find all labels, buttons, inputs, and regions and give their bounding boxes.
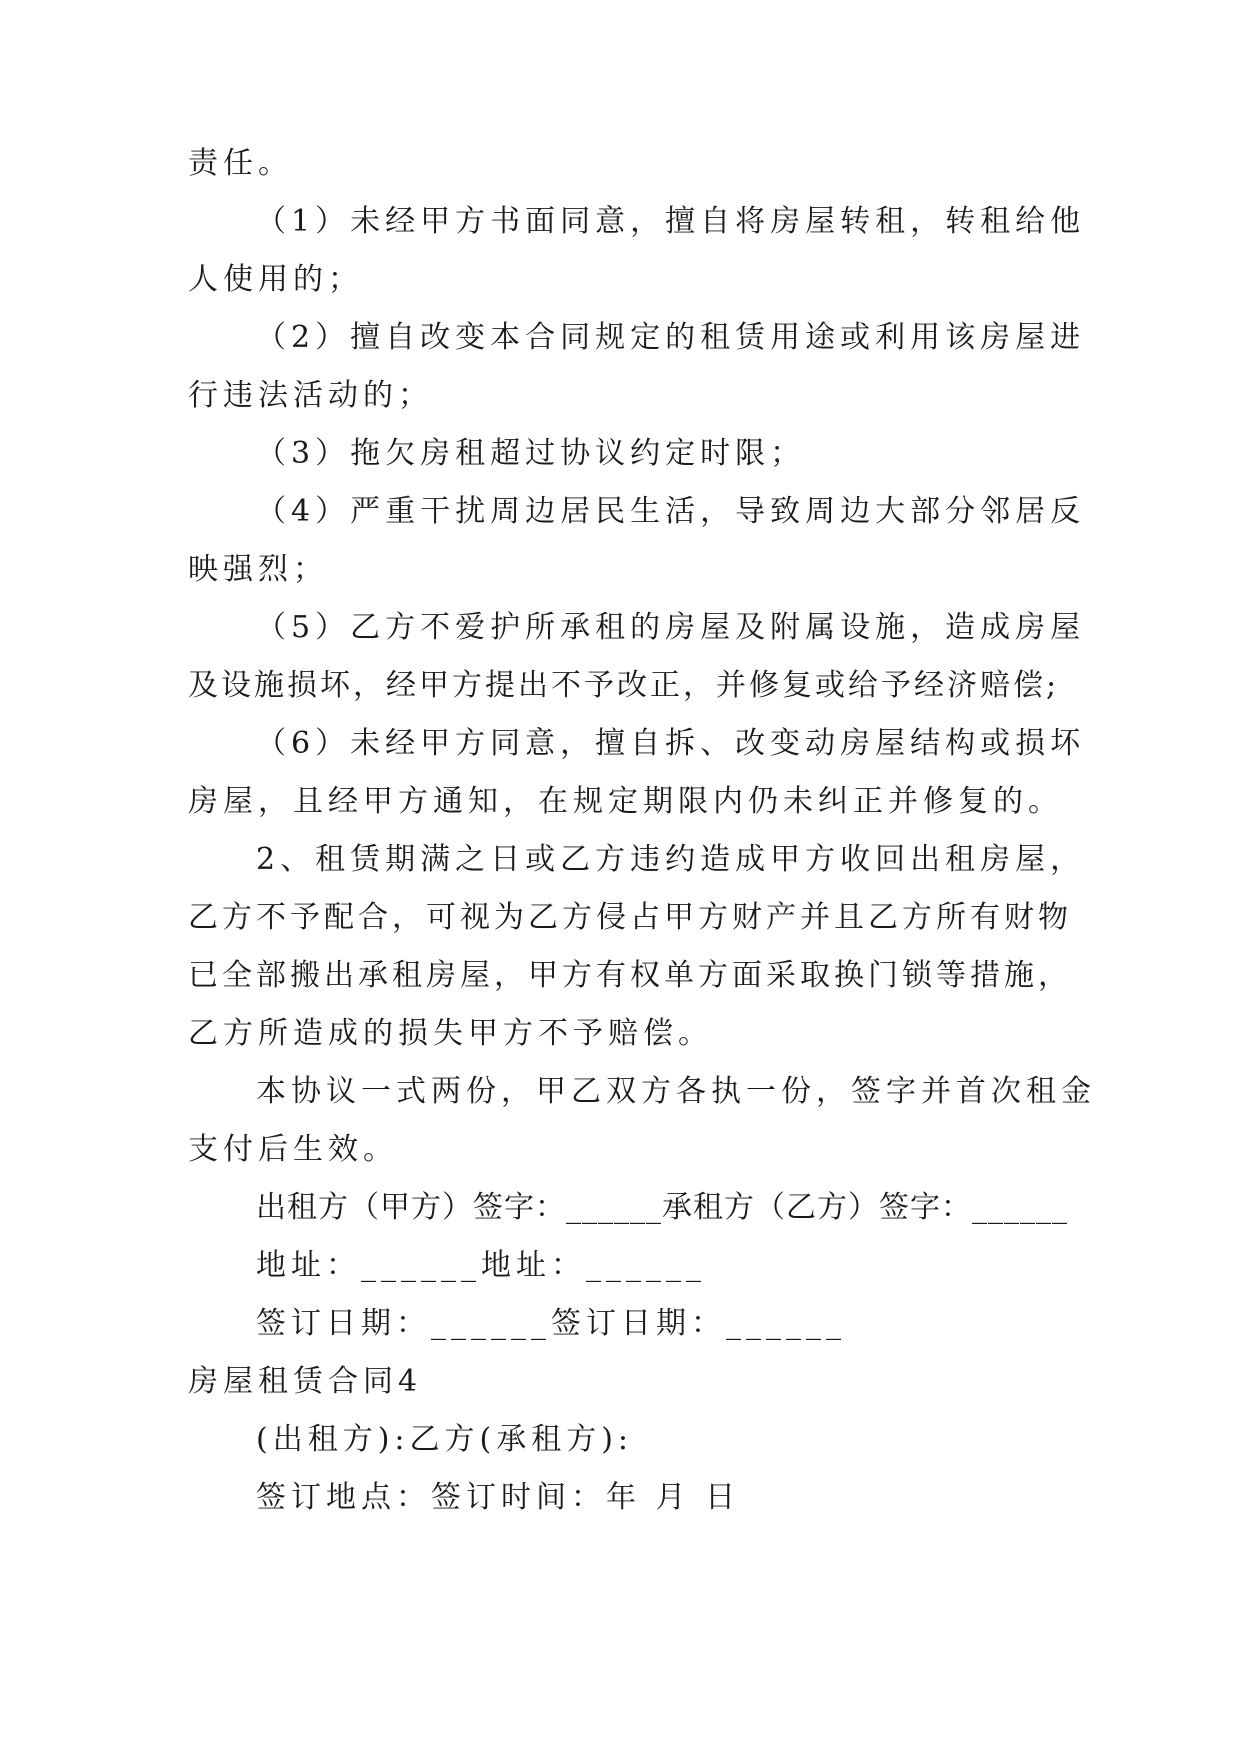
text-line: （4）严重干扰周边居民生活，导致周边大部分邻居反 <box>256 494 1086 529</box>
text-line: 映强烈； <box>188 552 328 587</box>
text-line: 行违法活动的； <box>188 378 433 413</box>
text-line: 责任。 <box>188 146 293 181</box>
text-line: 2、租赁期满之日或乙方违约造成甲方收回出租房屋， <box>256 842 1086 877</box>
text-line: 乙方所造成的损失甲方不予赔偿。 <box>188 1016 713 1051</box>
text-line: 乙方不予配合，可视为乙方侵占甲方财产并且乙方所有财物 <box>188 900 1072 935</box>
text-line: （1）未经甲方书面同意，擅自将房屋转租，转租给他 <box>256 204 1086 239</box>
parties-line: (出租方):乙方(承租方): <box>256 1422 634 1457</box>
signature-line: 出租方（甲方）签字：______承租方（乙方）签字：______ <box>256 1190 1068 1225</box>
section-heading: 房屋租赁合同4 <box>188 1364 423 1399</box>
text-line: 支付后生效。 <box>188 1132 398 1167</box>
text-line: （5）乙方不爱护所承租的房屋及附属设施，造成房屋 <box>256 610 1086 645</box>
address-line: 地址：______地址：______ <box>256 1248 706 1283</box>
text-line: 及设施损坏，经甲方提出不予改正，并修复或给予经济赔偿; <box>188 668 1060 703</box>
text-line: 本协议一式两份，甲乙双方各执一份，签字并首次租金 <box>256 1074 1096 1109</box>
text-line: （3）拖欠房租超过协议约定时限； <box>256 436 806 471</box>
sign-place-time-line: 签订地点：签订时间：年 月 日 <box>256 1480 741 1515</box>
text-line: （2）擅自改变本合同规定的租赁用途或利用该房屋进 <box>256 320 1086 355</box>
text-line: 房屋，且经甲方通知，在规定期限内仍未纠正并修复的。 <box>188 784 1063 819</box>
sign-date-line: 签订日期：______签订日期：______ <box>256 1306 846 1341</box>
text-line: 人使用的； <box>188 262 363 297</box>
text-line: 已全部搬出承租房屋，甲方有权单方面采取换门锁等措施， <box>188 958 1072 993</box>
text-line: （6）未经甲方同意，擅自拆、改变动房屋结构或损坏 <box>256 726 1086 761</box>
